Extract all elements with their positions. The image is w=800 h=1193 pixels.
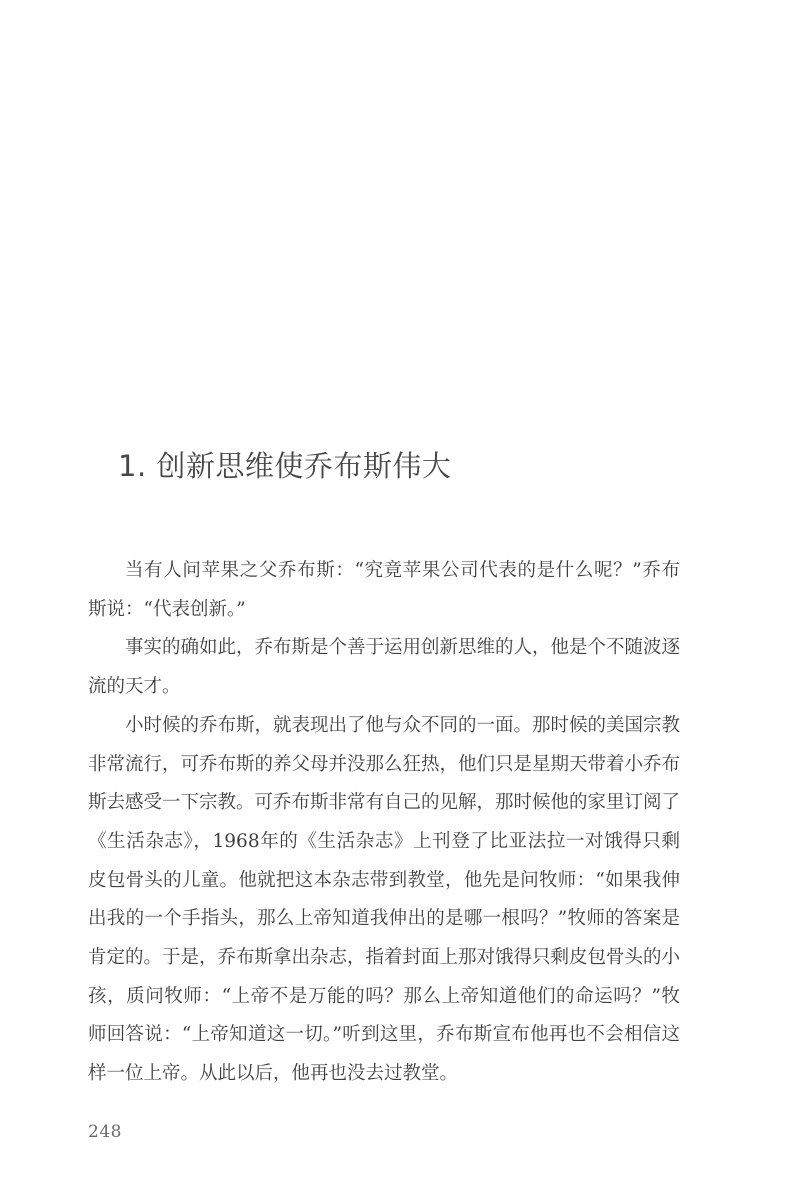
page-number: 248 <box>88 1122 122 1142</box>
paragraph-1: 当有人问苹果之父乔布斯：“究竟苹果公司代表的是什么呢？”乔布斯说：“代表创新。” <box>88 560 680 620</box>
body-text <box>88 552 680 1094</box>
paragraph-2: 事实的确如此，乔布斯是个善于运用创新思维的人，他是个不随波逐流的天才。 <box>88 637 681 698</box>
paragraph-3: 小时候的乔布斯，就表现出了他与众不同的一面。那时候的美国宗教非常流行，可乔布斯的养父母并没那么狂热，他们只是星期天带着小乔布斯去感受一下宗教。可乔布斯非常有自己的见解，那时候他的家里订阅了《生活杂志》，1968年的《生活杂志》上刊登了比亚法拉一对饿得只剩皮包骨头的儿童。他就把这本杂志带到教堂，他先是问牧师：“如果我伸出我的一个手指头，那么上帝知道我伸出的是哪一根吗？”牧师的答案是肯定的。于是，乔布斯拿出杂志，指着封面上那对饿得只剩皮包骨头的小孩，质问牧师：“上帝不是万能的吗？那么上帝知道他们的命运吗？”牧师回答说：“上帝知道这一切。”听到这里，乔布斯宣布他再也不会相信这样一位上帝。从此以后，他再也没去过教堂。 <box>88 714 681 1085</box>
chapter-title: 1. 创新思维使乔布斯伟大 <box>118 449 452 483</box>
